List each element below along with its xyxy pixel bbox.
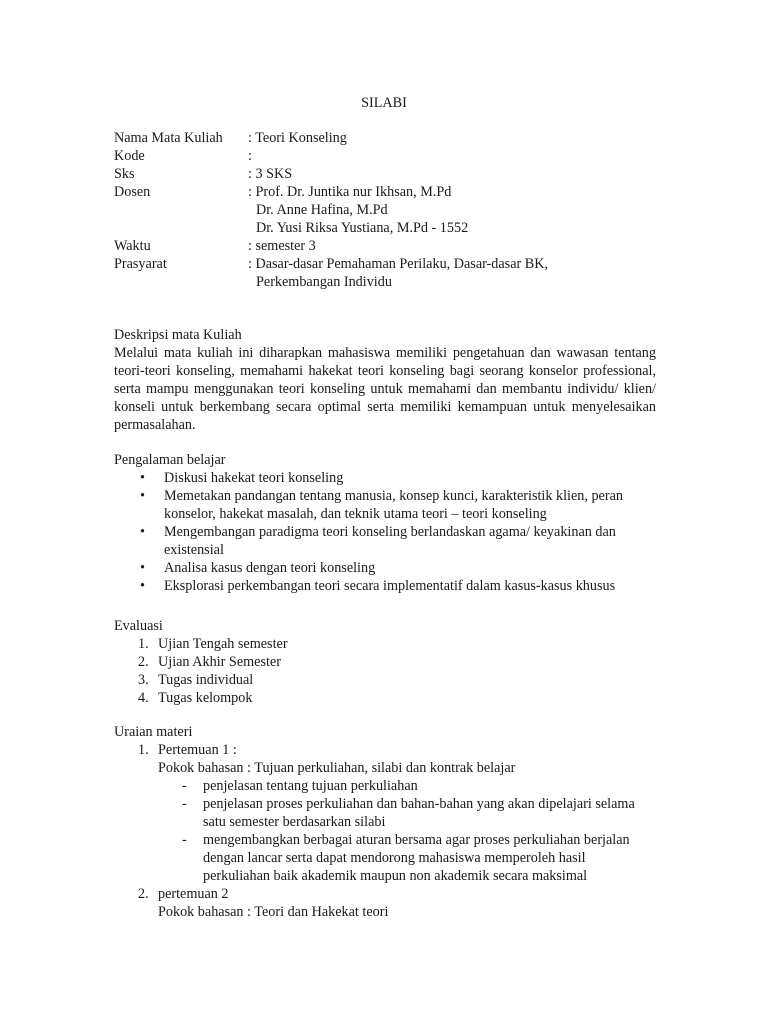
document-title: SILABI [361, 95, 407, 111]
list-item: • Memetakan pandangan tentang manusia, konsep kunci, karakteristik klien, peran konselor, hakekat masalah, dan teknik utama teori – teori konseling [140, 488, 623, 522]
info-row-code [114, 147, 648, 165]
info-value: : semester 3 [248, 238, 316, 254]
list-item: • Analisa kasus dengan teori konseling [140, 560, 376, 576]
info-label: Dosen [114, 184, 151, 200]
list-item: 4. Tugas kelompok [138, 690, 253, 706]
section-heading: Uraian materi [114, 724, 193, 740]
section-heading: Evaluasi [114, 618, 163, 634]
info-value: : 3 SKS [248, 166, 293, 182]
info-row-credits [114, 165, 648, 183]
info-label: Prasyarat [114, 256, 167, 272]
evaluation-section [114, 617, 656, 707]
dash-marker: - [182, 832, 187, 848]
list-number: 1. [138, 636, 149, 652]
info-value: : Prof. Dr. Juntika nur Ikhsan, M.Pd Dr. Anne Hafina, M.Pd Dr. Yusi Riksa Yustiana, M.Pd - 1552 [248, 184, 469, 236]
topic-line: Pokok bahasan : Teori dan Hakekat teori [158, 904, 389, 920]
section-heading: Deskripsi mata Kuliah [114, 327, 242, 343]
meeting-label: Pertemuan 1 : [158, 742, 237, 758]
list-number: 1. [138, 742, 149, 758]
info-label: Waktu [114, 238, 151, 254]
list-number: 2. [138, 886, 149, 902]
list-item [114, 741, 656, 759]
course-info [114, 129, 648, 291]
info-value: : [248, 148, 252, 164]
list-item: • Mengembangan paradigma teori konseling berlandaskan agama/ keyakinan dan existensial [140, 524, 616, 558]
list-item: • Eksplorasi perkembangan teori secara implementatif dalam kasus-kasus khusus [140, 578, 616, 594]
description-section [114, 326, 656, 434]
info-label: Nama Mata Kuliah [114, 130, 223, 146]
list-item: - penjelasan tentang tujuan perkuliahan [182, 778, 418, 794]
material-outline-section [114, 723, 656, 921]
list-item: - penjelasan proses perkuliahan dan bahan-bahan yang akan dipelajari selama satu semester berdasarkan silabi [182, 796, 635, 830]
list-item: 1. Ujian Tengah semester [138, 636, 288, 652]
list-item: 3. Tugas individual [138, 672, 254, 688]
learning-experience-section [114, 451, 656, 595]
info-row-time [114, 237, 648, 255]
topic-line: Pokok bahasan : Tujuan perkuliahan, silabi dan kontrak belajar [158, 760, 516, 776]
meeting-label: pertemuan 2 [158, 886, 229, 902]
description-text: Melalui mata kuliah ini diharapkan mahasiswa memiliki pengetahuan dan wawasan tentang teori-teori konseling, memahami hakekat teori konseling bagi seorang konselor professional, serta mampu menggunakan teori konseling untuk memahami dan membantu individu/ klien/ konseli untuk berkembang secara optimal serta memiliki kemampuan untuk menyelesaikan permasalahan. [114, 345, 656, 433]
info-row-prerequisite [114, 255, 648, 291]
info-row-lecturer [114, 183, 648, 237]
section-heading: Pengalaman belajar [114, 452, 226, 468]
info-value: : Teori Konseling [248, 130, 347, 146]
bullet-marker: • [140, 524, 145, 540]
bullet-marker: • [140, 578, 145, 594]
list-number: 4. [138, 690, 149, 706]
bullet-marker: • [140, 560, 145, 576]
dash-marker: - [182, 778, 187, 794]
info-value: : Dasar-dasar Pemahaman Perilaku, Dasar-dasar BK, Perkembangan Individu [248, 256, 549, 290]
list-item: - mengembangkan berbagai aturan bersama agar proses perkuliahan berjalan dengan lancar serta dapat mendorong mahasiswa memperoleh hasil perkuliahan baik akademik maupun non akademik secara maksimal [182, 832, 630, 884]
list-item [114, 885, 656, 903]
info-label: Sks [114, 166, 135, 182]
bullet-marker: • [140, 488, 145, 504]
list-item: • Diskusi hakekat teori konseling [140, 470, 344, 486]
bullet-marker: • [140, 470, 145, 486]
list-item: 2. Ujian Akhir Semester [138, 654, 281, 670]
info-label: Kode [114, 148, 145, 164]
list-number: 3. [138, 672, 149, 688]
info-row-course-name [114, 129, 648, 147]
dash-marker: - [182, 796, 187, 812]
list-number: 2. [138, 654, 149, 670]
